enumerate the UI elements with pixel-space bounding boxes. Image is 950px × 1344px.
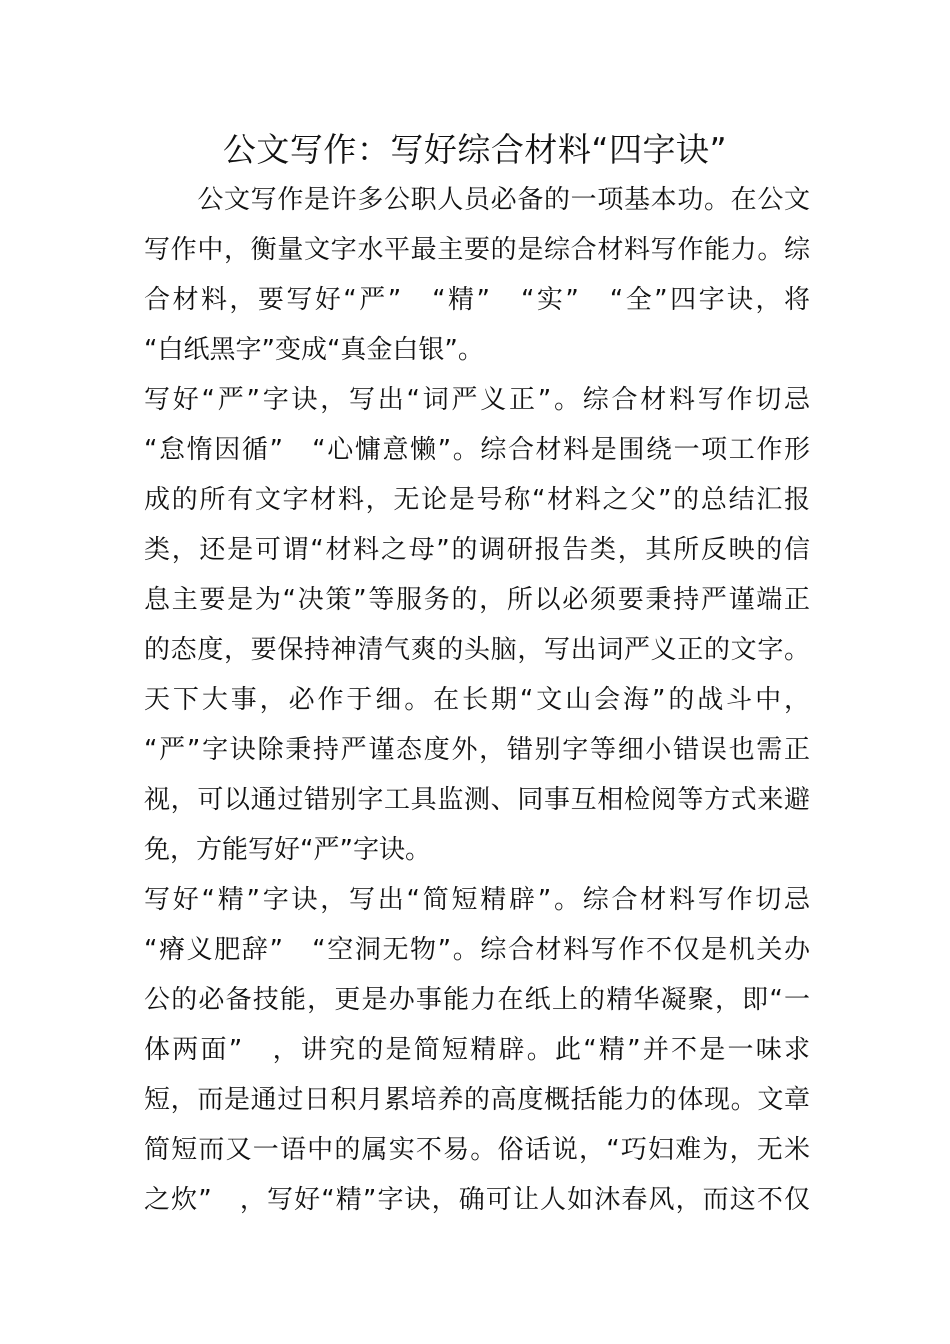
text-line: 息主要是为“决策”等服务的，所以必须要秉持严谨端正 (144, 585, 810, 615)
text-line: 简短而又一语中的属实不易。俗话说，“巧妇难为，无米 (144, 1135, 810, 1165)
text-line: 合材料，要写好“严” “精” “实” “全”四字诀，将 (144, 285, 810, 315)
text-line: “怠惰因循” “心慵意懒”。综合材料是围绕一项工作形 (144, 435, 810, 465)
text-line: 之炊” ，写好“精”字诀，确可让人如沐春风，而这不仅 (144, 1185, 810, 1215)
text-line: 天下大事，必作于细。在长期“文山会海”的战斗中， (144, 685, 810, 715)
text-line: 写好“严”字诀，写出“词严义正”。综合材料写作切忌 (144, 385, 810, 415)
text-line: 公文写作是许多公职人员必备的一项基本功。在公文 (144, 185, 810, 215)
text-line: 写作中，衡量文字水平最主要的是综合材料写作能力。综 (144, 235, 810, 265)
text-line: 短，而是通过日积月累培养的高度概括能力的体现。文章 (144, 1085, 810, 1115)
text-line: 公的必备技能，更是办事能力在纸上的精华凝聚，即“一 (144, 985, 810, 1015)
text-line: 体两面” ，讲究的是简短精辟。此“精”并不是一味求 (144, 1035, 810, 1065)
text-line: 类，还是可谓“材料之母”的调研报告类，其所反映的信 (144, 535, 810, 565)
text-line: 写好“精”字诀，写出“简短精辟”。综合材料写作切忌 (144, 885, 810, 915)
text-line: “白纸黑字”变成“真金白银”。 (144, 335, 484, 365)
text-line: 成的所有文字材料，无论是号称“材料之父”的总结汇报 (144, 485, 810, 515)
text-line: 的态度，要保持神清气爽的头脑，写出词严义正的文字。 (144, 635, 810, 665)
page-title: 公文写作：写好综合材料“四字诀” (222, 130, 728, 169)
text-line: 视，可以通过错别字工具监测、同事互相检阅等方式来避 (144, 785, 810, 815)
text-line: 免，方能写好“严”字诀。 (144, 835, 431, 865)
text-line: “瘠义肥辞” “空洞无物”。综合材料写作不仅是机关办 (144, 935, 810, 965)
text-line: “严”字诀除秉持严谨态度外，错别字等细小错误也需正 (144, 735, 810, 765)
